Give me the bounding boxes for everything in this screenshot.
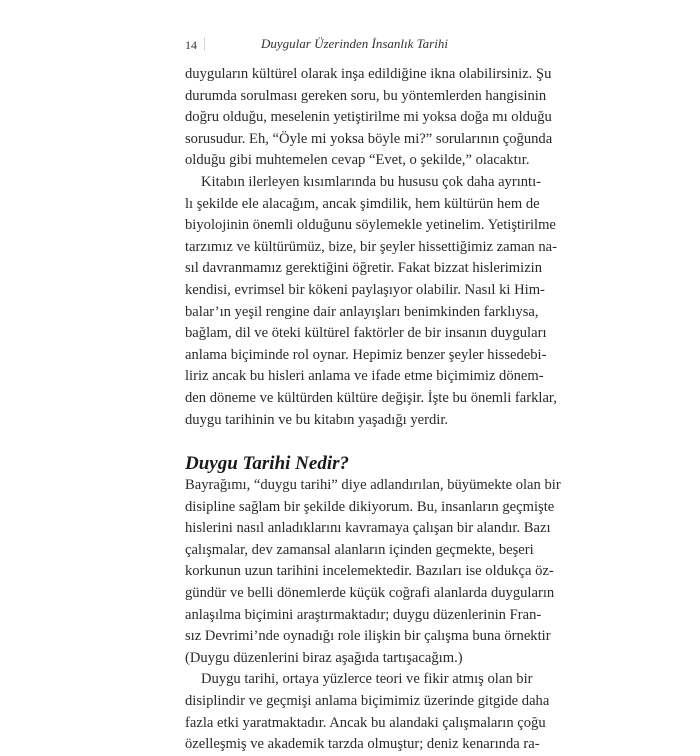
text-line: korkunun uzun tarihini incelemektedir. Bazıları ise oldukça öz- <box>185 563 554 580</box>
text-line: duyguların kültürel olarak inşa edildiğine ikna olabilirsiniz. Şu <box>185 66 552 82</box>
text-line: doğru olduğu, meselenin yetiştirilme mi yoksa doğa mı olduğu <box>185 109 552 126</box>
text-line: anlaşılma biçimini araştırmaktadır; duygu düzenlerinin Fran- <box>185 606 542 623</box>
running-title: Duygular Üzerinden İnsanlık Tarihi <box>261 36 448 51</box>
text-line: hislerini nasıl anladıklarını kavramaya çalışan bir alandır. Bazı <box>185 520 551 537</box>
text-line: biyolojinin önemli olduğunu söylemekle yetinelim. Yetiştirilme <box>185 217 556 234</box>
running-head <box>185 36 515 54</box>
text-line: Duygu tarihi, ortaya yüzlerce teori ve fikir atmış olan bir <box>201 671 533 688</box>
section-heading: Duygu Tarihi Nedir? <box>185 453 349 475</box>
text-line: duygu tarihinin ve bu kitabın yaşadığı yerdir. <box>185 411 449 428</box>
text-line: Bayrağımı, “duygu tarihi” diye adlandırılan, büyümekte olan bir <box>185 477 561 494</box>
header-divider <box>204 37 205 51</box>
text-line: fazla etki yaratmaktadır. Ancak bu alandaki çalışmaların çoğu <box>185 714 546 731</box>
text-line: anlama biçiminde rol oynar. Hepimiz benzer şeyler hissedebi- <box>185 346 547 363</box>
text-line: bağlam, dil ve öteki kültürel faktörler de bir insanın duyguları <box>185 325 547 342</box>
paragraph <box>185 475 561 669</box>
text-line: disipline sağlam bir şekilde dikiyorum. Bu, insanların geçmişte <box>185 498 555 515</box>
text-line: sorusudur. Eh, “Öyle mi yoksa böyle mi?” sorularının çoğunda <box>185 130 553 147</box>
text-line: sız Devrimi’nde oynadığı role ilişkin bir çalışma buna örnektir <box>185 628 551 645</box>
text-line: çalışmalar, dev zamansal alanların içinden geçmekte, beşeri <box>185 541 534 558</box>
text-line: kendisi, evrimsel bir kökeni paylaşıyor olabilir. Nasıl ki Him- <box>185 281 545 298</box>
text-line: Kitabın ilerleyen kısımlarında bu hususu çok daha ayrıntı- <box>201 173 542 190</box>
text-line: (Duygu düzenlerini biraz aşağıda tartışacağım.) <box>185 649 463 666</box>
text-line: sıl davranmamız gerektiğini öğretir. Fakat bizzat hislerimizin <box>185 260 543 277</box>
text-line: disiplindir ve geçmişi anlama biçimimiz üzerinde gitgide daha <box>185 693 550 710</box>
text-line: durumda sorulması gereken soru, bu yöntemlerden hangisinin <box>185 87 547 104</box>
paragraph <box>185 64 553 172</box>
text-line: olduğu gibi muhtemelen cevap “Evet, o şekilde,” olacaktır. <box>185 152 530 169</box>
paragraph <box>185 172 558 431</box>
body-text <box>185 64 561 756</box>
text-line: gündür ve belli dönemlerde küçük coğrafi alanlarda duyguların <box>185 585 555 602</box>
page-number: 14 <box>185 38 197 52</box>
paragraph <box>185 669 550 755</box>
text-line: liriz ancak bu hisleri anlama ve ifade etme biçimimiz dönem- <box>185 368 544 385</box>
text-line: tarzımız ve kültürümüz, bize, bir şeyler hissettiğimiz zaman na- <box>185 238 558 255</box>
text-line: den döneme ve kültürden kültüre değişir. İşte bu önemli farklar, <box>185 389 557 406</box>
text-line: lı şekilde ele alacağım, ancak şimdilik, hem kültürün hem de <box>185 195 540 212</box>
text-line: özelleşmiş ve akademik tarzda olmuştur; deniz kenarında ra- <box>185 736 540 753</box>
text-line: balar’ın yeşil rengine dair anlayışları benimkinden farklıysa, <box>185 303 539 320</box>
